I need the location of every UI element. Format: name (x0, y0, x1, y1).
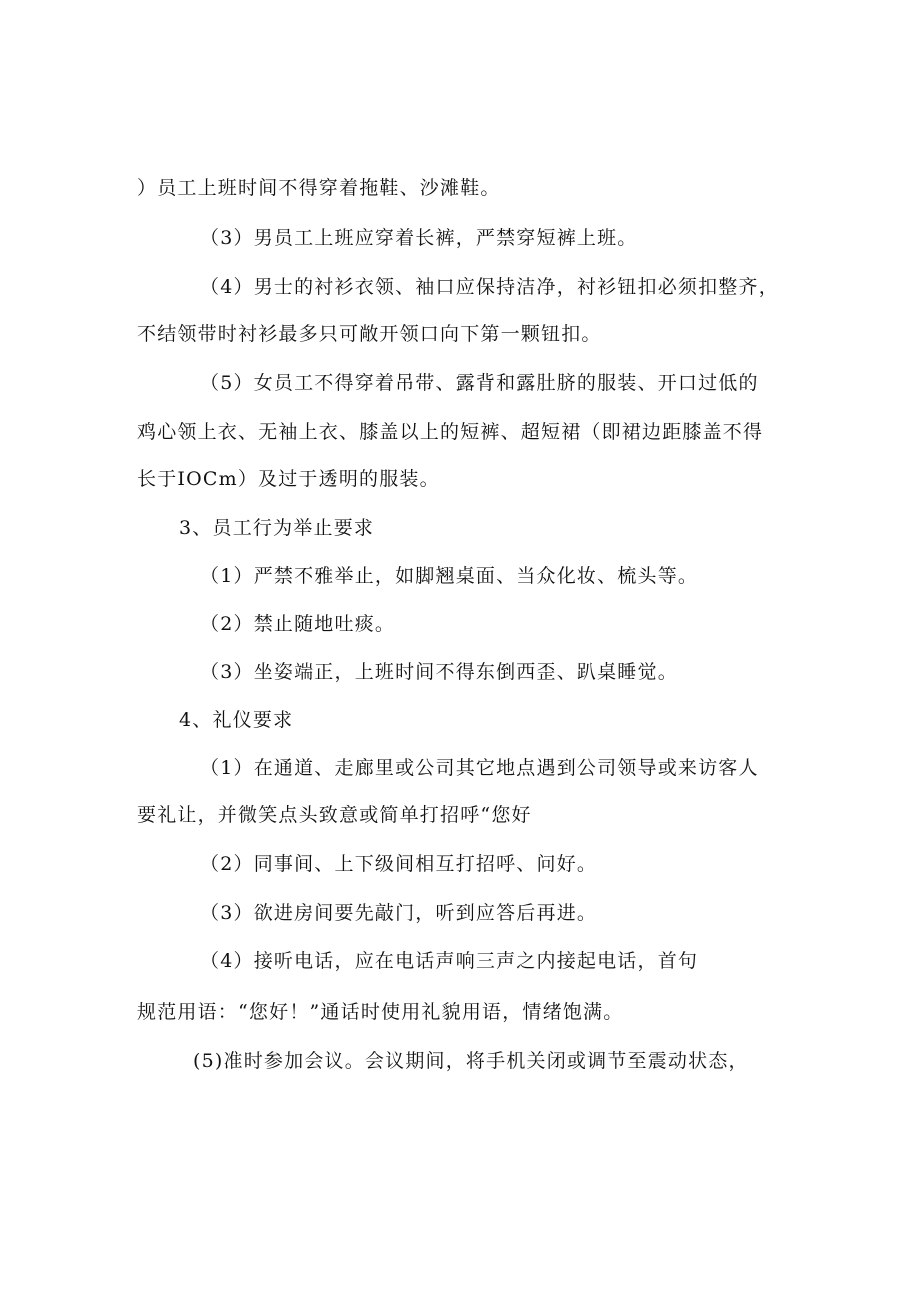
text-line: （3）坐姿端正，上班时间不得东倒西歪、趴桌睡觉。 (200, 661, 678, 683)
text-line: （2）禁止随地吐痰。 (200, 613, 396, 635)
text-line: 不结领带时衬衫最多只可敞开领口向下第一颗钮扣。 (137, 323, 602, 345)
text-line: （4）男士的衬衫衣领、袖口应保持洁净，衬衫钮扣必须扣整齐， (200, 276, 779, 298)
text-line: （3）欲进房间要先敲门，听到应答后再进。 (200, 902, 598, 924)
text-line: ）员工上班时间不得穿着拖鞋、沙滩鞋。 (137, 177, 501, 199)
section-heading: 3、员工行为举止要求 (179, 517, 375, 539)
text-line: （5）女员工不得穿着吊带、露背和露肚脐的服装、开口过低的 (200, 372, 759, 394)
text-line: 要礼让，并微笑点头致意或简单打招呼“您好 (137, 804, 532, 826)
text-line: 规范用语：“您好！”通话时使用礼貌用语，情绪饱满。 (137, 1001, 624, 1023)
text-line: （1）严禁不雅举止，如脚翘桌面、当众化妆、梳头等。 (200, 565, 699, 587)
text-line: （3）男员工上班应穿着长裤，严禁穿短裤上班。 (200, 227, 638, 249)
section-heading: 4、礼仪要求 (179, 709, 294, 731)
text-line: （2）同事间、上下级间相互打招呼、问好。 (200, 853, 598, 875)
text-line: (5)准时参加会议。会议期间，将手机关闭或调节至震动状态， (193, 1050, 749, 1072)
text-line: （1）在通道、走廊里或公司其它地点遇到公司领导或来访客人 (200, 757, 759, 779)
text-line: 长于IOCm）及过于透明的服装。 (137, 468, 440, 490)
text-line: （4）接听电话，应在电话声响三声之内接起电话，首句 (200, 950, 699, 972)
text-line: 鸡心领上衣、无袖上衣、膝盖以上的短裤、超短裙（即裙边距膝盖不得 (137, 421, 764, 443)
